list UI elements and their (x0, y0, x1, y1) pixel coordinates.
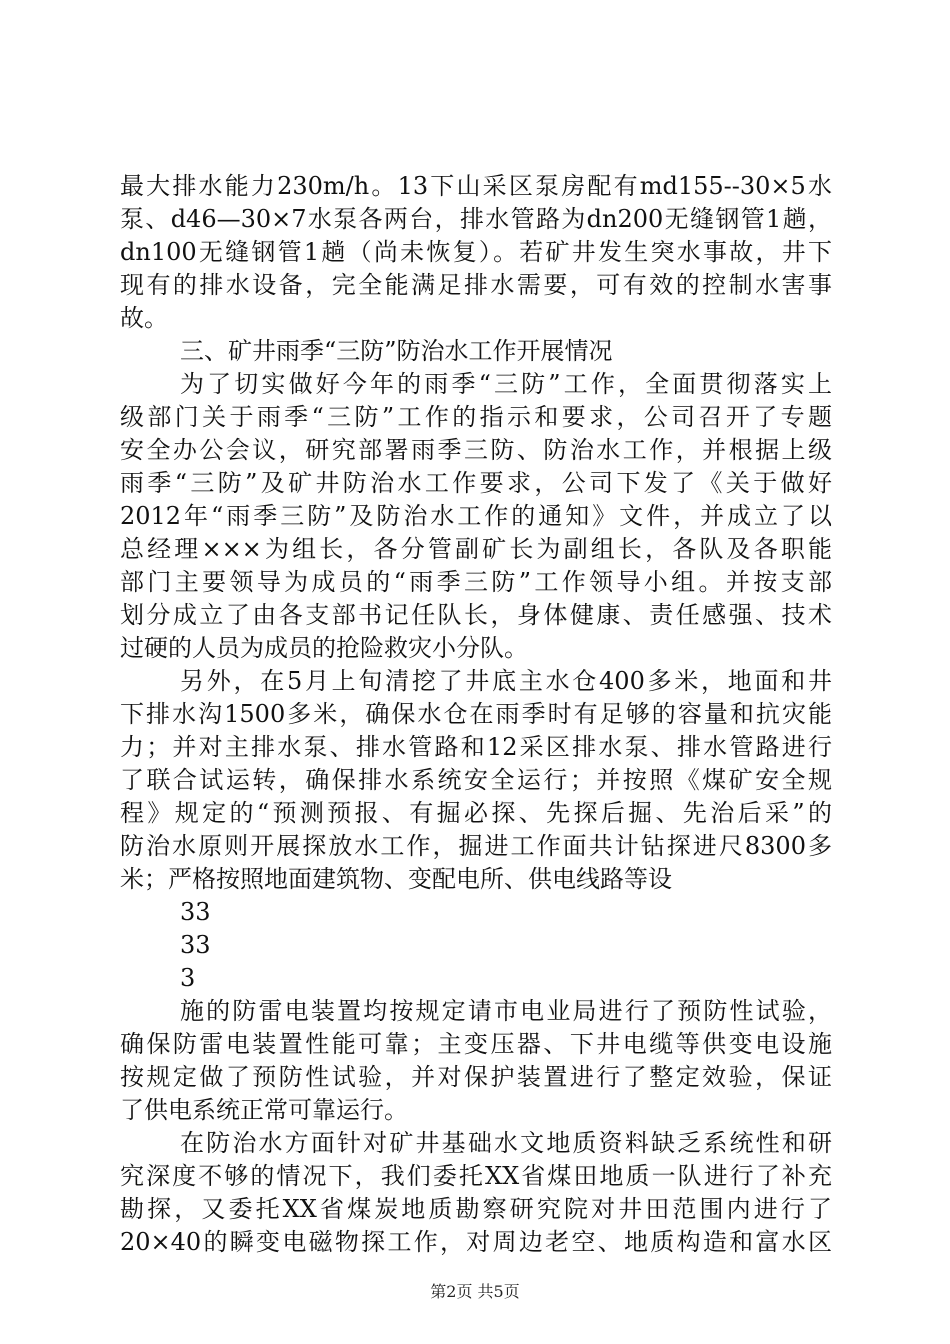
text-line: 2012年“雨季三防”及防治水工作的通知》文件，并成立了以 (120, 502, 832, 530)
text-line: 究深度不够的情况下，我们委托XX省煤田地质一队进行了补充 (120, 1162, 832, 1190)
text-line: 20×40的瞬变电磁物探工作，对周边老空、地质构造和富水区 (120, 1228, 832, 1256)
text-line: dn100无缝钢管1趟（尚未恢复）。若矿井发生突水事故，井下 (120, 238, 832, 266)
text-line: 划分成立了由各支部书记任队长，身体健康、责任感强、技术 (120, 601, 832, 629)
text-line: 级部门关于雨季“三防”工作的指示和要求，公司召开了专题 (120, 403, 832, 431)
text-line: 程》规定的“预测预报、有掘必探、先探后掘、先治后采”的 (120, 799, 832, 827)
text-line: 另外，在5月上旬清挖了井底主水仓400多米，地面和井 (180, 667, 832, 695)
text-line: 下排水沟1500多米，确保水仓在雨季时有足够的容量和抗灾能 (120, 700, 832, 728)
document-body (120, 170, 832, 1259)
text-line: 33 (180, 898, 211, 926)
text-line: 雨季“三防”及矿井防治水工作要求，公司下发了《关于做好 (120, 469, 832, 497)
text-line: 了联合试运转，确保排水系统安全运行；并按照《煤矿安全规 (120, 766, 832, 794)
text-line: 力；并对主排水泵、排水管路和12采区排水泵、排水管路进行 (120, 733, 832, 761)
text-line: 在防治水方面针对矿井基础水文地质资料缺乏系统性和研 (180, 1129, 832, 1157)
text-line: 防治水原则开展探放水工作，掘进工作面共计钻探进尺8300多 (120, 832, 832, 860)
text-line: 施的防雷电装置均按规定请市电业局进行了预防性试验， (180, 997, 832, 1025)
text-line: 勘探，又委托XX省煤炭地质勘察研究院对井田范围内进行了 (120, 1195, 832, 1223)
text-line: 3 (180, 964, 196, 992)
text-line: 为了切实做好今年的雨季“三防”工作，全面贯彻落实上 (180, 370, 832, 398)
text-line: 了供电系统正常可靠运行。 (120, 1096, 408, 1124)
text-line: 三、矿井雨季“三防”防治水工作开展情况 (180, 337, 613, 365)
text-line: 最大排水能力230m/h。13下山采区泵房配有md155--30×5水 (120, 172, 832, 200)
text-line: 现有的排水设备，完全能满足排水需要，可有效的控制水害事 (120, 271, 832, 299)
text-line: 确保防雷电装置性能可靠；主变压器、下井电缆等供变电设施 (120, 1030, 832, 1058)
text-line: 米；严格按照地面建筑物、变配电所、供电线路等设 (120, 865, 672, 893)
text-line: 总经理×××为组长，各分管副矿长为副组长，各队及各职能 (120, 535, 832, 563)
text-line: 安全办公会议，研究部署雨季三防、防治水工作，并根据上级 (120, 436, 832, 464)
text-line: 按规定做了预防性试验，并对保护装置进行了整定效验，保证 (120, 1063, 832, 1091)
text-line: 33 (180, 931, 211, 959)
text-line: 泵、d46—30×7水泵各两台，排水管路为dn200无缝钢管1趟， (120, 205, 832, 233)
page-footer: 第2页 共5页 (430, 1282, 520, 1301)
text-line: 过硬的人员为成员的抢险救灾小分队。 (120, 634, 528, 662)
text-line: 故。 (120, 304, 168, 332)
text-line: 部门主要领导为成员的“雨季三防”工作领导小组。并按支部 (120, 568, 832, 596)
